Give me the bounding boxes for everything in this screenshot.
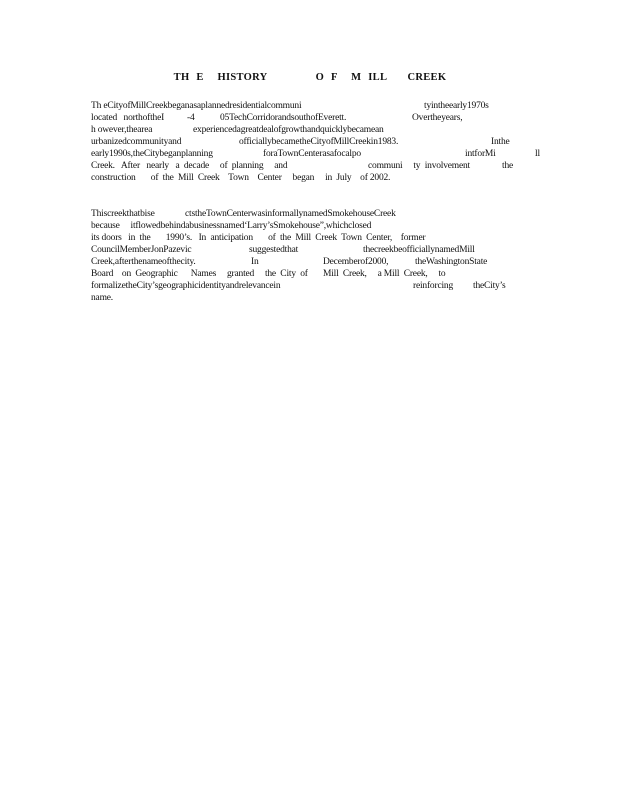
p1-fragment: early1990s,theCitybeganplanning [91, 149, 213, 159]
p1-fragment: ll [535, 149, 540, 159]
p2-fragment: name. [91, 293, 113, 303]
p1-fragment: 05TechCorridorandsouthofEverett. [220, 113, 347, 123]
p1-fragment: officiallybecametheCityofMillCreekin1983. [239, 137, 399, 147]
p2-fragment: reinforcing [413, 281, 454, 291]
p2-fragment: Creek,afterthenameofthecity. [91, 257, 196, 267]
p2-fragment: suggestedthat [249, 245, 299, 255]
p1-fragment: communi ty involvement [368, 161, 470, 171]
p1-fragment: urbanizedcommunityand [91, 137, 182, 147]
p1-fragment: tyintheearly1970s [424, 101, 489, 111]
p1-fragment: the [502, 161, 514, 171]
p1-fragment: h owever,thearea [91, 125, 153, 135]
p2-fragment: theCity’s [473, 281, 506, 291]
p2-fragment: In [251, 257, 259, 267]
p2-fragment: because itflowedbehindabusinessnamed‘Larry’sSmokehouse”,whichclosed [91, 221, 372, 231]
p1-fragment: Creek. After nearly a decade of planning and [91, 161, 288, 171]
p1-fragment: Overtheyears, [412, 113, 463, 123]
p2-fragment: theWashingtonState [415, 257, 488, 267]
p2-fragment: thecreekbeofficiallynamedMill [363, 245, 475, 255]
p1-fragment: Th eCityofMillCreekbeganasaplannedresidentialcommuni [91, 101, 302, 111]
p1-fragment: Inthe [491, 137, 510, 147]
p2-fragment: formalizetheCity’sgeographicidentityandrelevancein [91, 281, 281, 291]
p2-fragment: CouncilMemberJonPazevic [91, 245, 192, 255]
p1-fragment: -4 [187, 113, 195, 123]
p2-fragment: Thiscreekthatbise [91, 209, 155, 219]
document-title: TH E HISTORY O F M ILL CREEK [173, 72, 447, 83]
p2-fragment: ctstheTownCenterwasinformallynamedSmokehouseCreek [185, 209, 396, 219]
p1-fragment: foraTownCenterasafocalpo [263, 149, 361, 159]
p2-fragment: Decemberof2000, [323, 257, 389, 267]
p2-fragment: its doors in the 1990’s. In anticipation of the Mill Creek Town Center, former [91, 233, 426, 243]
p1-fragment: located northoftheI [91, 113, 165, 123]
p2-fragment: Board on Geographic Names granted the City of Mill Creek, a Mill Creek, to [91, 269, 446, 279]
p1-fragment: experiencedagreatdealofgrowthandquicklybecamean [193, 125, 384, 135]
p1-fragment: intforMi [465, 149, 496, 159]
p1-fragment: construction of the Mill Creek Town Center began in July of 2002. [91, 173, 391, 183]
